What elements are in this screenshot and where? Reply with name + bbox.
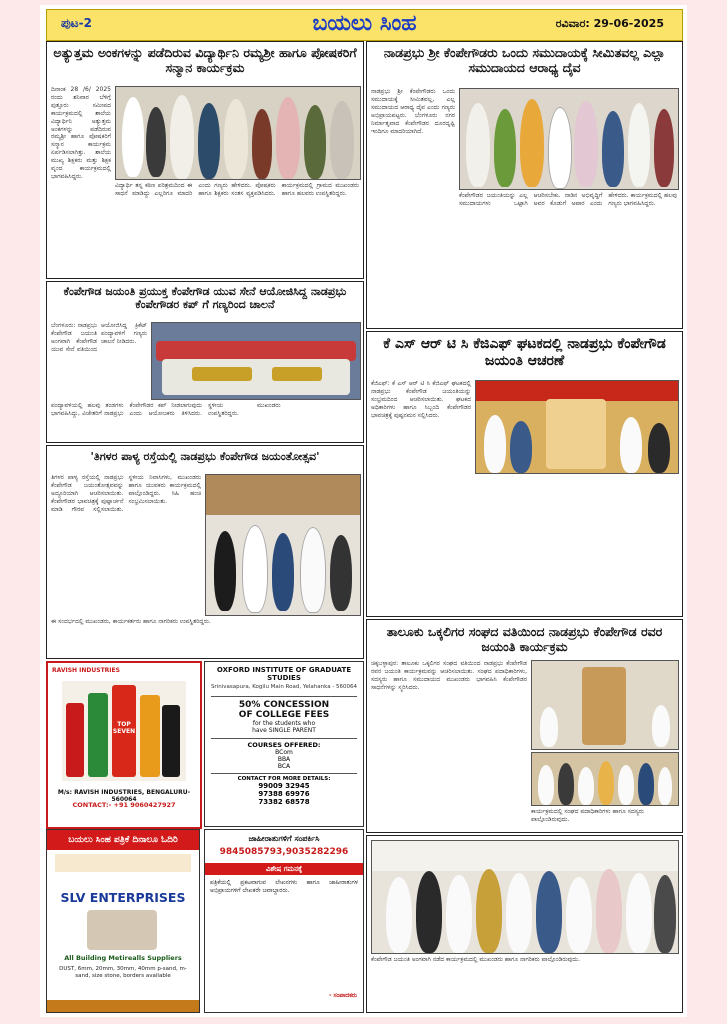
ksrtc-celebration-photo bbox=[475, 380, 679, 474]
notice-title: ವಿಶೇಷ ಗಮನಕ್ಕೆ bbox=[205, 863, 363, 875]
offer-line-1: 50% CONCESSION bbox=[238, 699, 330, 710]
article-headline: 'ತಿಗಳರ ಪಾಳ್ಯ ರಸ್ತೆಯಲ್ಲಿ ನಾಡಪ್ರಭು ಕೆಂಪೇಗೌಡ ಜಯಂತೋತ್ಸವ' bbox=[90, 450, 320, 463]
article-body-continued: ಕೆಂಪೇಗೌಡರ ಜಯಂತಿಯನ್ನು ಎಲ್ಲ ಸಮುದಾಯಗಳು ಒಟ್ಟಾಗಿ ಆಚರಿಸಬೇಕು. ನಾಡಿನ ಅಭಿವೃದ್ಧಿಗೆ ಅವರ ಕೊಡುಗೆ ಅಪಾರ ಎಂದು ಹೇಳಿದರು. ಕಾರ್ಯಕ್ರಮದಲ್ಲಿ ಹಲವು ಗಣ್ಯರು ಭಾಗವಹಿಸಿದ್ದರು. bbox=[459, 192, 677, 207]
read-paper-banner: ಬಯಲು ಸಿಂಹ ಪತ್ರಿಕೆ ದಿನಾಲೂ ಓದಿರಿ bbox=[47, 830, 199, 850]
product-label: TOP SEVEN bbox=[112, 721, 136, 735]
article-body-continued: ವಿದ್ಯಾರ್ಥಿ ತನ್ನ ಕಠಿಣ ಪರಿಶ್ರಮದಿಂದ ಈ ಸಾಧನೆ ಮಾಡಿದ್ದು ಎಲ್ಲರಿಗೂ ಮಾದರಿ ಎಂದು ಗಣ್ಯರು ಹೇಳಿದರು. ಪೋಷಕರು ಹಾಗೂ ಶಿಕ್ಷಕರು ಸಂತಸ ವ್ಯಕ್ತಪಡಿಸಿದರು. ಕಾರ್ಯಕ್ರಮದಲ್ಲಿ ಗ್ರಾಮದ ಮುಖಂಡರು ಹಾಗೂ ಹಲವರು ಉಪಸ್ಥಿತರಿದ್ದರು. bbox=[115, 182, 359, 197]
article-body: ಬೆಂಗಳೂರು: ನಾಡಪ್ರಭು ಕೆಂಪೇಗೌಡ ಜಯಂತಿ ಅಂಗವಾಗಿ ಕೆಂಪೇಗೌಡ ಯುವ ಸೇನೆ ವತಿಯಿಂದ ಆಯೋಜಿಸಿದ್ದ ಕ್ರಿಕೆಟ್ ಪಂದ್ಯಾವಳಿಗೆ ಗಣ್ಯರು ಚಾಲನೆ ನೀಡಿದರು. bbox=[51, 322, 147, 353]
building-image bbox=[87, 910, 157, 950]
notice-body: ಪತ್ರಿಕೆಯಲ್ಲಿ ಪ್ರಕಟವಾಗುವ ಲೇಖನಗಳು ಹಾಗೂ ಜಾಹೀರಾತುಗಳ ಅಭಿಪ್ರಾಯಗಳಿಗೆ ಲೇಖಕರೇ ಜವಾಬ್ದಾರರು. bbox=[210, 879, 358, 895]
offer-line-3: for the students who bbox=[252, 719, 316, 727]
contact-title: CONTACT FOR MORE DETAILS: bbox=[237, 775, 331, 782]
article-body: ಚಿಕ್ಕಬಳ್ಳಾಪುರ: ತಾಲೂಕು ಒಕ್ಕಲಿಗರ ಸಂಘದ ವತಿಯಿಂದ ನಾಡಪ್ರಭು ಕೆಂಪೇಗೌಡ ರವರ ಜಯಂತಿ ಕಾರ್ಯಕ್ರಮವನ್ನು ಆಚರಿಸಲಾಯಿತು. ಸಂಘದ ಪದಾಧಿಕಾರಿಗಳು, ಸದಸ್ಯರು ಹಾಗೂ ಸಮುದಾಯದ ಮುಖಂಡರು ಭಾಗವಹಿಸಿ ಕೆಂಪೇಗೌಡರ ಸಾಧನೆಗಳನ್ನು ಸ್ಮರಿಸಿದರು. bbox=[371, 660, 527, 691]
phone-number: 99009 32945 bbox=[258, 781, 310, 790]
company-name: SLV ENTERPRISES bbox=[60, 890, 186, 905]
article-body: ಕೆಜಿಎಫ್: ಕೆ ಎಸ್ ಆರ್ ಟಿ ಸಿ ಕೆಜಿಎಫ್ ಘಟಕದಲ್ಲಿ ನಾಡಪ್ರಭು ಕೆಂಪೇಗೌಡ ಜಯಂತಿಯನ್ನು ಸಂಭ್ರಮದಿಂದ ಆಚರಿಸಲಾಯಿತು. ಘಟಕದ ಅಧಿಕಾರಿಗಳು ಹಾಗೂ ಸಿಬ್ಬಂದಿ ಕೆಂಪೇಗೌಡರ ಭಾವಚಿತ್ರಕ್ಕೆ ಪುಷ್ಪನಮನ ಸಲ್ಲಿಸಿದರು. bbox=[371, 380, 471, 419]
article-headline: ತಾಲೂಕು ಒಕ್ಕಲಿಗರ ಸಂಘದ ವತಿಯಿಂದ ನಾಡಪ್ರಭು ಕೆಂಪೇಗೌಡ ರವರ ಜಯಂತಿ ಕಾರ್ಯಕ್ರಮ bbox=[386, 624, 663, 655]
company-tagline: All Building Metirealls Suppliers bbox=[64, 954, 182, 962]
ad-ravish-industries bbox=[46, 661, 202, 829]
ad-contact-notice bbox=[204, 829, 364, 1013]
article-body: ತಿಗಳರ ಪಾಳ್ಯ ರಸ್ತೆಯಲ್ಲಿ ನಾಡಪ್ರಭು ಕೆಂಪೇಗೌಡ ಜಯಂತೋತ್ಸವವನ್ನು ಅದ್ಧೂರಿಯಾಗಿ ಆಚರಿಸಲಾಯಿತು. ಕೆಂಪೇಗೌಡರ ಭಾವಚಿತ್ರಕ್ಕೆ ಪುಷ್ಪಾರ್ಚನೆ ಮಾಡಿ ಗೌರವ ಸಲ್ಲಿಸಲಾಯಿತು. ಸ್ಥಳೀಯ ನಿವಾಸಿಗಳು, ಮುಖಂಡರು ಹಾಗೂ ಯುವಕರು ಕಾರ್ಯಕ್ರಮದಲ್ಲಿ ಪಾಲ್ಗೊಂಡಿದ್ದರು. ಸಿಹಿ ಹಂಚಿ ಸಂಭ್ರಮಿಸಲಾಯಿತು. bbox=[51, 474, 201, 513]
phone-number: 97388 69976 bbox=[258, 789, 310, 798]
photo-caption: ಕಾರ್ಯಕ್ರಮದಲ್ಲಿ ಸಂಘದ ಪದಾಧಿಕಾರಿಗಳು ಹಾಗೂ ಸದಸ್ಯರು ಪಾಲ್ಗೊಂಡಿರುವುದು. bbox=[531, 808, 644, 823]
ad-contact: CONTACT:- +91 9060427927 bbox=[72, 801, 176, 809]
page-number: ಪುಟ-2 bbox=[61, 16, 92, 30]
institute-name: OXFORD INSTITUTE OF GRADUATE STUDIES bbox=[216, 666, 352, 683]
jayanti-celebration-photo bbox=[205, 474, 361, 616]
ad-company-name: RAVISH INDUSTRIES bbox=[52, 667, 120, 674]
article-tigalara-palya bbox=[46, 445, 364, 659]
article-body-continued: ಈ ಸಂದರ್ಭದಲ್ಲಿ ಮುಖಂಡರು, ಕಾರ್ಯಕರ್ತರು ಹಾಗೂ ನಾಗರಿಕರು ಉಪಸ್ಥಿತರಿದ್ದರು. bbox=[51, 618, 211, 625]
photo-caption: ಕೆಂಪೇಗೌಡ ಜಯಂತಿ ಅಂಗವಾಗಿ ನಡೆದ ಕಾರ್ಯಕ್ರಮದಲ್ಲಿ ಮುಖಂಡರು ಹಾಗೂ ನಾಗರಿಕರು ಪಾಲ್ಗೊಂಡಿರುವುದು. bbox=[371, 956, 580, 963]
ad-slv-enterprises bbox=[46, 829, 200, 1013]
community-event-photo bbox=[459, 88, 679, 190]
product-image bbox=[62, 681, 186, 781]
article-headline: ಕೆ ಎಸ್ ಆರ್ ಟಿ ಸಿ ಕೆಜಿಎಫ್ ಘಟಕದಲ್ಲಿ ನಾಡಪ್ರಭು ಕೆಂಪೇಗೌಡ ಜಯಂತಿ ಆಚರಣೆ bbox=[383, 336, 666, 370]
article-kempegowda-cup bbox=[46, 281, 364, 443]
advertise-phones: 9845085793,9035282296 bbox=[219, 847, 349, 857]
materials-list: DUST, 6mm, 20mm, 30mm, 40mm p-sand, m-sand, size stone, borders available bbox=[59, 966, 187, 980]
offer-line-4: have SINGLE PARENT bbox=[252, 726, 316, 734]
article-bottom-photo bbox=[366, 835, 683, 1013]
article-body-continued: ಪಂದ್ಯಾವಳಿಯಲ್ಲಿ ಹಲವು ತಂಡಗಳು ಭಾಗವಹಿಸಿದ್ದು, ವಿಜೇತರಿಗೆ ನಾಡಪ್ರಭು ಕೆಂಪೇಗೌಡರ ಕಪ್ ನೀಡಲಾಗುವುದು ಎಂದು ಆಯೋಜಕರು ತಿಳಿಸಿದರು. ಸ್ಥಳೀಯ ಮುಖಂಡರು ಉಪಸ್ಥಿತರಿದ್ದರು. bbox=[51, 402, 281, 417]
article-kempegowda-community bbox=[366, 41, 683, 329]
cricket-team-photo bbox=[151, 322, 361, 400]
ad-oxford-institute bbox=[204, 661, 364, 827]
gathering-photo bbox=[371, 840, 679, 954]
article-ksrtc-kgf bbox=[366, 331, 683, 617]
paper-name: ಬಯಲು ಸಿಂಹ bbox=[312, 11, 417, 36]
article-headline: ನಾಡಪ್ರಭು ಶ್ರೀ ಕೆಂಪೇಗೌಡರು ಒಂದು ಸಮುದಾಯಕ್ಕೆ ಸೀಮಿತವಲ್ಲ ಎಲ್ಲಾ ಸಮುದಾಯದ ಆರಾಧ್ಯ ದೈವ bbox=[383, 45, 666, 76]
advertise-title: ಜಾಹೀರಾತುಗಳಿಗೆ ಸಂಪರ್ಕಿಸಿ bbox=[248, 834, 320, 843]
article-headline: ಅತ್ಯುತ್ತಮ ಅಂಕಗಳನ್ನು ಪಡೆದಿರುವ ವಿದ್ಯಾರ್ಥಿನಿ ರಮ್ಯಶ್ರೀ ಹಾಗೂ ಪೋಷಕರಿಗೆ ಸನ್ಮಾನ ಕಾರ್ಯಕ್ರಮ bbox=[53, 45, 357, 76]
institute-address: Srinivasapura, Kogilu Main Road, Yelahanka - 560064 bbox=[210, 683, 358, 690]
notice-signature: - ಸಂಪಾದಕರು bbox=[328, 992, 357, 999]
ad-address: M/s: RAVISH INDUSTRIES, BENGALURU-560064 bbox=[57, 789, 191, 803]
article-body: ನಾಡಪ್ರಭು ಶ್ರೀ ಕೆಂಪೇಗೌಡರು ಒಂದು ಸಮುದಾಯಕ್ಕೆ ಸೀಮಿತವಲ್ಲ, ಎಲ್ಲ ಸಮುದಾಯದ ಆರಾಧ್ಯ ದೈವ ಎಂದು ಗಣ್ಯರು ಅಭಿಪ್ರಾಯಪಟ್ಟರು. ಬೆಂಗಳೂರು ನಗರ ನಿರ್ಮಾತೃವಾದ ಕೆಂಪೇಗೌಡರ ದೂರದೃಷ್ಟಿ ಇಂದಿಗೂ ಮಾದರಿಯಾಗಿದೆ. bbox=[371, 88, 455, 135]
masthead bbox=[46, 9, 683, 41]
article-body: ದಿನಾಂಕ 28 /6/ 2025 ರಂದು ಶನಿವಾರ ಬೆಳಿಗ್ಗೆ ಪುತ್ತೂರು ಸಮೀಪದ ಕಾರ್ಯಕ್ರಮದಲ್ಲಿ ಶಾಲೆಯ ವಿದ್ಯಾರ್ಥಿನಿ ಅತ್ಯುತ್ತಮ ಅಂಕಗಳನ್ನು ಪಡೆದಿರುವ ರಮ್ಯಶ್ರೀ ಹಾಗೂ ಪೋಷಕರಿಗೆ ಸನ್ಮಾನ ಕಾರ್ಯಕ್ರಮ ಏರ್ಪಡಿಸಲಾಗಿತ್ತು. ಶಾಲೆಯ ಮುಖ್ಯ ಶಿಕ್ಷಕರು ಮತ್ತು ಶಿಕ್ಷಕ ವೃಂದ ಕಾರ್ಯಕ್ರಮದಲ್ಲಿ ಭಾಗವಹಿಸಿದ್ದರು. bbox=[51, 86, 111, 180]
phone-number: 73382 68578 bbox=[258, 797, 310, 806]
course-item: BCA bbox=[277, 762, 291, 770]
article-okkaligara-sangha bbox=[366, 619, 683, 833]
offer-line-2: OF COLLEGE FEES bbox=[238, 709, 330, 720]
statue-photo bbox=[531, 660, 679, 750]
course-item: BBA bbox=[277, 755, 291, 763]
newspaper-page bbox=[40, 5, 687, 1017]
article-student-felicitation bbox=[46, 41, 364, 279]
felicitation-photo bbox=[115, 86, 361, 180]
issue-date: ರವಿವಾರ: 29-06-2025 bbox=[555, 17, 664, 30]
course-item: BCom bbox=[275, 748, 293, 756]
article-body-continued bbox=[475, 476, 677, 612]
article-headline: ಕೆಂಪೇಗೌಡ ಜಯಂತಿ ಪ್ರಯುಕ್ತ ಕೆಂಪೇಗೌಡ ಯುವ ಸೇನೆ ಆಯೋಜಿಸಿದ್ದ ನಾಡಪ್ರಭು ಕೆಂಪೇಗೌಡರ ಕಪ್ ಗೆ ಗಣ್ಯರಿಂದ ಚಾಲನೆ bbox=[63, 285, 347, 312]
courses-title: COURSES OFFERED: bbox=[247, 740, 321, 749]
group-photo bbox=[531, 752, 679, 806]
